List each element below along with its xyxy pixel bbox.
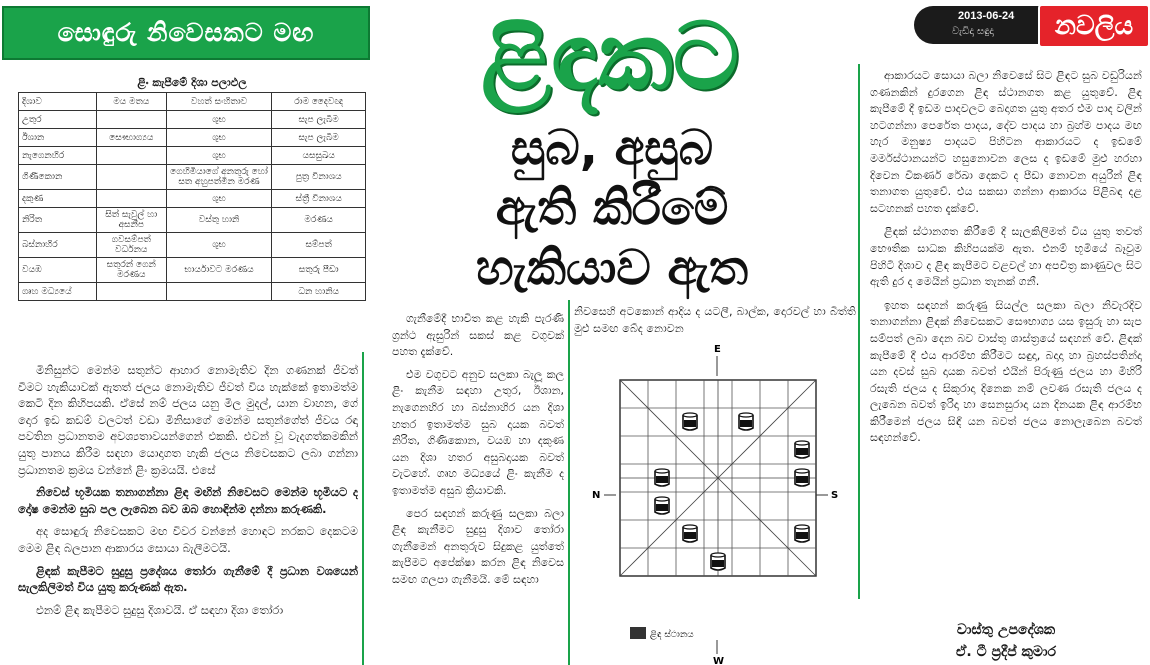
well-icon bbox=[711, 553, 725, 570]
issue-date: 2013-06-24 bbox=[958, 10, 1015, 22]
well-icon bbox=[795, 525, 809, 542]
table-row bbox=[19, 165, 366, 190]
table-caption: ළිං කැපීමේ දිශා පලාඵල bbox=[137, 76, 247, 89]
table-cell: ගෙහිමියාගේ අනතුරු හෝ සත අහුපත්මින මරණ bbox=[166, 165, 272, 190]
well-icon bbox=[795, 469, 809, 486]
table-cell: පුත්‍ර විනාශය bbox=[272, 165, 366, 190]
table-cell: සෞභාග්‍යය bbox=[96, 129, 166, 147]
paragraph: පෙර සඳහන් කරුණු සලකා බලා ළිඳ කැනීමට සුදුසු දිශාව තෝරා ගැනීමෙන් අනතුරුව සිදුකළ යුත්තේ කැපීමට අපේක්ෂා කරන ළිඳ නිවෙස සමඟ ගලපා ගැනීමයි. මේ සඳහා bbox=[392, 506, 564, 586]
table-cell: භාර්යාවට මරණය bbox=[166, 258, 272, 283]
table-cell bbox=[96, 165, 166, 190]
west-label: W bbox=[713, 656, 725, 665]
paragraph: නිවෙස් භූමියක තනාගන්නා ළිඳ මඟින් නිවෙසට මෙන්ම භූමියට ද දෝෂ මෙන්ම සුබ පල ලැබෙන බව ඔබ හොඳින්ම දන්නා කරුණකි. bbox=[18, 485, 358, 516]
table-cell: ගවසම්පත් වර්ධනය bbox=[96, 233, 166, 258]
well-icon bbox=[655, 469, 669, 486]
table-cell: සැප ලැබීම bbox=[272, 129, 366, 147]
paragraph: ඉහත සඳහන් කරුණු සියල්ල සලකා බලා නිවැරදිව තනාගන්නා ළිඳක් නිවෙසකට සෞභාග්‍ය යස ඉසුරු හා සැප සම්පත් ලබා දෙන බව වාස්තු ශාස්ත්‍රයේ සඳහන් වේ. ළිඳක් කැපීමේ දී එය ආරම්භ කිරීමට සඳුදා, බදාදා හා බ්‍රහස්පතින්දා යන දවස් සුබ දායක බවත් එයින් පිරුණු ජලය හා මිහිරි රසැති ජලය ද සිකුරාදා දිනෙක නම් ලවණ රසැති ජලය ද ලැබෙන බවත් ඉරිදා හා සෙනසුරාදා යන දිනයක ළිඳ ආරම්භ කිරීමෙන් ජලය සිඳී යන බවත් ජලය නොලැබෙන බවත් සඳහන්වේ. bbox=[870, 298, 1142, 445]
table-cell: වස්තු හානි bbox=[166, 208, 272, 233]
headline-line-1: සුබ, අසුබ bbox=[510, 120, 714, 176]
well-icon bbox=[795, 441, 809, 458]
brand-logo: නවලිය bbox=[1038, 4, 1150, 48]
table-cell: සතුරු පීඩා bbox=[272, 258, 366, 283]
diagram-grid bbox=[620, 380, 816, 576]
table-header-row bbox=[19, 93, 366, 111]
section-header: සොඳුරු නිවෙසකට මඟ bbox=[2, 6, 370, 60]
article-column-2 bbox=[392, 311, 564, 665]
paragraph: එනම් ළිඳ කැපීමට සුදුසු දිශාවයි. ඒ සඳහා දිශා තෝරා bbox=[36, 602, 284, 617]
paragraph: ආකාරයට සොයා බලා නිවෙසේ සිට ළිඳට සුබ වඩුරියන් ගණනකින් දුරගෙන ළිඳ ස්ථානගත කළ යුතුවේ. ළිඳ කැපීමේ දී ඉඩම පාදවලට බෙදාගත යුතු අතර එම පාද වලින් හටගන්නා පෙරේත පාදය, දේව පාදය හා බ්‍රහ්ම පාදය මඟ හැර මනුෂ්‍ය පාදයට පිහිටන ආකාරයට ද ඉඩමේ මර්මස්ථානයන්ට හසුනොවන ලෙස ද ඉඩමේ මුළු හරහා දිවෙන විකර්ණ රේඛා දෙකට ද පීඩා නොවන අයුරින් ළිඳ තනාගත යුතුවේ. එය සකසා ගන්නා ආකාරය පිළිබඳ දළ සටහනක් පහත දැක්වේ. bbox=[870, 69, 1142, 215]
table-header-cell: වහත් සංහිතාව bbox=[166, 93, 272, 111]
table-cell: යසසුඛය bbox=[272, 147, 366, 165]
table-cell: ශුභ bbox=[166, 111, 272, 129]
legend-label: ළිඳ ස්ථානය bbox=[650, 630, 694, 640]
east-label: E bbox=[714, 344, 721, 355]
table-cell: ස්ත්‍රී විනාශය bbox=[272, 190, 366, 208]
article-column-1 bbox=[18, 362, 358, 665]
column-divider bbox=[568, 300, 570, 665]
well-icon bbox=[655, 497, 669, 514]
north-label: N bbox=[592, 490, 601, 501]
table-row bbox=[19, 129, 366, 147]
table-row bbox=[19, 283, 366, 301]
table-cell: මරණය bbox=[272, 208, 366, 233]
table-cell: උතුර bbox=[19, 111, 97, 129]
diagram-svg bbox=[590, 340, 850, 665]
table-cell: ශුභ bbox=[166, 129, 272, 147]
paragraph: මිනිසුන්ට මෙන්ම සතුන්ට ආහාර නොමැතිව දින ගණනක් ජීවත් වීමට හැකියාවක් ඇතත් ජලය නොමැතිව ජීවත් විය හැක්කේ ඉතාමත්ම කෙටි දින කිහිපයකි. ඒසේ නම් ජලය යනු මිල මුදල්, යාන වාහන, ගේ දොර ඉඩ කඩම් වලටත් වඩා මිනිසාගේ මෙන්ම සතුන්ගේත් ජීවය රඳා පවතින ප්‍රධානතම අවශ්‍යතාවයන්ගෙන් එකකි. එවන් වූ වැදගත්කමකින් යුතු පානය කිරීම සඳහා යොදාගත හැකි ජලය නිවෙසකට ලබා ගන්නා ප්‍රධානතම ක්‍රමය වන්නේ ළිං ක්‍රමයයි. එසේ bbox=[18, 363, 358, 477]
table-cell: නැගෙනහිර bbox=[19, 147, 97, 165]
table-cell: ශුභ bbox=[166, 190, 272, 208]
well-icon bbox=[739, 413, 753, 430]
column-divider bbox=[362, 352, 364, 665]
table-cell: ශුභ bbox=[166, 147, 272, 165]
table-cell: වයඹ bbox=[19, 258, 97, 283]
paragraph: අද සොඳුරු නිවෙසකට මඟ විවර වන්නේ හොඳට නරකට දෙකටම මෙම ළිඳ බලපාන ආකාරය සොයා බැලීමටයි. bbox=[18, 524, 358, 555]
table-cell bbox=[96, 147, 166, 165]
date-pill bbox=[914, 6, 1046, 44]
table-cell bbox=[96, 190, 166, 208]
column-divider bbox=[858, 64, 860, 599]
table-cell: ධන හානිය bbox=[272, 283, 366, 301]
table-cell: ශුභ bbox=[166, 233, 272, 258]
table-cell: සම්පත් bbox=[272, 233, 366, 258]
headline-main: ළිඳකට bbox=[481, 3, 739, 110]
well-icon bbox=[683, 413, 697, 430]
table-header-cell: මය මතය bbox=[96, 93, 166, 111]
table-cell bbox=[96, 111, 166, 129]
table-cell: සතුරන් ගෙන් මරණය bbox=[96, 258, 166, 283]
byline-title: වාස්තු උපදේශක bbox=[956, 622, 1056, 638]
table-cell: ගෘහ මධ්‍යයේ bbox=[19, 283, 97, 301]
table-cell bbox=[166, 283, 272, 301]
well-placement-diagram bbox=[590, 340, 850, 665]
issue-day: වැඩිදා සඳුදා bbox=[952, 26, 994, 37]
table-cell: ඊශාන bbox=[19, 129, 97, 147]
well-icon bbox=[683, 525, 697, 542]
table-cell: බස්නාහිර bbox=[19, 233, 97, 258]
paragraph: ළිඳක් කැපීමට සුදුසු ප්‍රදේශය තෝරා ගැනීමේ දී ප්‍රධාන වශයෙන් සැලකිලිමත් විය යුතු කරුණක් ඇත. bbox=[18, 563, 358, 595]
table-cell: ගිණිකොන bbox=[19, 165, 97, 190]
headline-line-2: ඇති කිරීමේ bbox=[495, 180, 729, 236]
table-cell: දකුණ bbox=[19, 190, 97, 208]
table-row bbox=[19, 147, 366, 165]
diagram-intro-text: නිවසෙහි අටකොන් ආදිය ද යටලී, බාල්ක, දොරවල් හා බිත්ති මුළු සමඟ බේද නොවන bbox=[574, 305, 856, 335]
table-row bbox=[19, 190, 366, 208]
masthead bbox=[914, 4, 1150, 44]
table-row bbox=[19, 208, 366, 233]
south-label: S bbox=[831, 490, 839, 501]
paragraph: ළිඳක් ස්ථානගත කිරීමේ දී සැලකිලිමත් විය යුතු තවත් භෞතික සාධක කිහිපයක්ම ඇත. එනම් භූමියේ බෑවුම පිහිටි දිශාව ද ළිඳ කැපීමට වළවල් හා අපවිත්‍ර කාණුවල සිට ඇති දුර ද මෙයින් ප්‍රධාන තැනක් ගනී. bbox=[870, 225, 1142, 289]
article-column-4 bbox=[870, 68, 1142, 608]
direction-table bbox=[18, 92, 366, 301]
table-row bbox=[19, 111, 366, 129]
table-cell: සිත් සැවුල් හා අසනීප bbox=[96, 208, 166, 233]
table-row bbox=[19, 233, 366, 258]
table-header-cell: දිශාව bbox=[19, 93, 97, 111]
headline-line-3: හැකියාව ඇත bbox=[475, 240, 749, 296]
table-header-cell: රාම දෛවඥ bbox=[272, 93, 366, 111]
table-cell: සැප ලැබීම bbox=[272, 111, 366, 129]
table-cell: නිරිත bbox=[19, 208, 97, 233]
paragraph: එම වගුවට අනුව සලකා බැලූ කල ළිං කැනීම සඳහා උතුර, ඊශාන, නැගෙනහිර හා බස්නාහිර යන දිශා හතර ඉතාමත්ම සුබ දායක බවත් නිරිත, ගිණිකොන, වයඹ හා දකුණ යන දිශා හතර අසුබදායක බවත් වැටහේ. ගෘහ මධ්‍යයේ ළිං කැනීම ද ඉතාමත්ම අසුබ ක්‍රියාවකි. bbox=[392, 367, 564, 497]
table-row bbox=[19, 258, 366, 283]
legend-swatch bbox=[630, 627, 646, 639]
table-cell bbox=[96, 283, 166, 301]
table-body bbox=[19, 111, 366, 301]
byline-name: ඒ. ටී ප්‍රදීප් කුමාර bbox=[955, 644, 1057, 660]
paragraph: ගැනීමේදී භාවිත කළ හැකි පැරණි ග්‍රන්ථ ඇසුරින් සකස් කළ වගුවක් පහත දැක්වේ. bbox=[392, 312, 564, 359]
